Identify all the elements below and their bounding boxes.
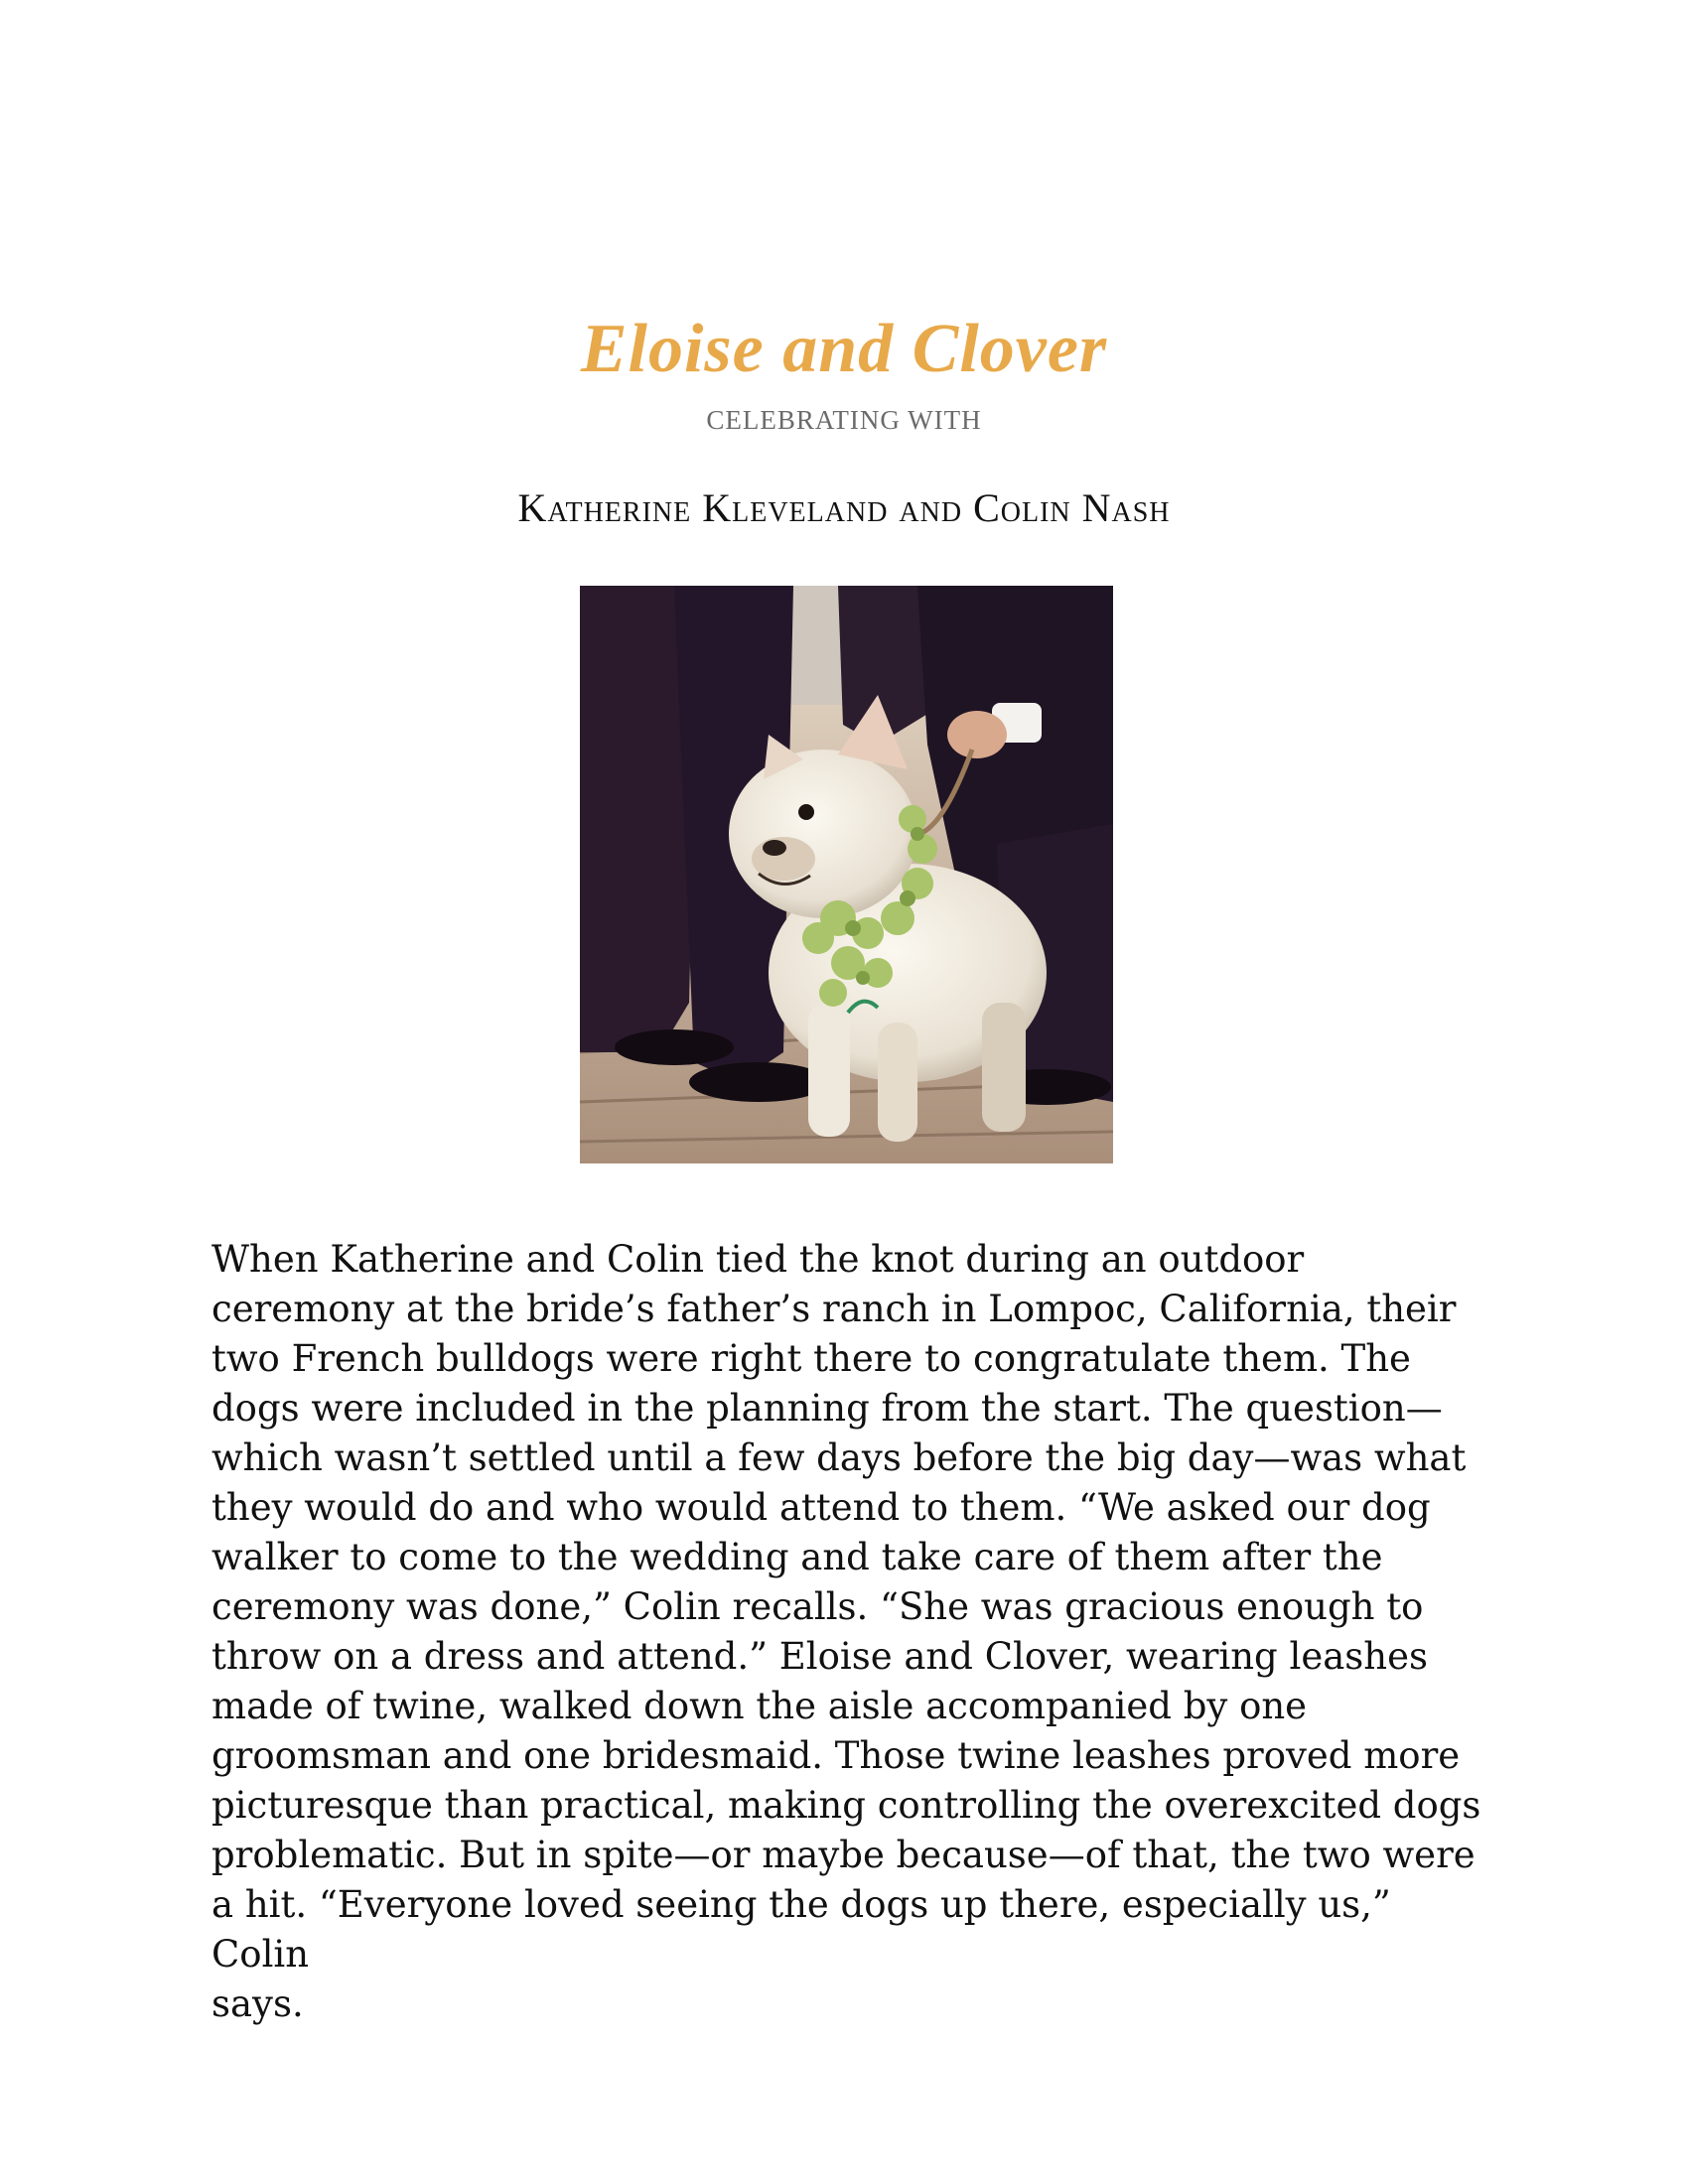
bulldog-photo [580, 586, 1113, 1163]
kicker: CELEBRATING WITH [706, 405, 982, 435]
page-title: Eloise and Clover [580, 310, 1108, 387]
couple-names: Katherine Kleveland and Colin Nash [517, 485, 1171, 530]
article-body: When Katherine and Colin tied the knot during an outdoor ceremony at the bride’s father’s ranch in Lompoc, California, their two French bulldogs were right there to congratulate them. The dogs were included in the planning from the start. The question— which wasn’t settled until a few days before the big day—was what they would do and who would attend to them. “We asked our dog walker to come to the wedding and take care of them after the ceremony was done,” Colin recalls. “She was gracious enough to throw on a dress and attend.” Eloise and Clover, wearing leashes made of twine, walked down the aisle accompanied by one groomsman and one bridesmaid. Those twine leashes proved more picturesque than practical, making controlling the overexcited dogs problematic. But in spite—or maybe because—of that, the two were a hit. “Everyone loved seeing the dogs up there, especially us,” Colin says. [211, 1238, 1481, 2025]
